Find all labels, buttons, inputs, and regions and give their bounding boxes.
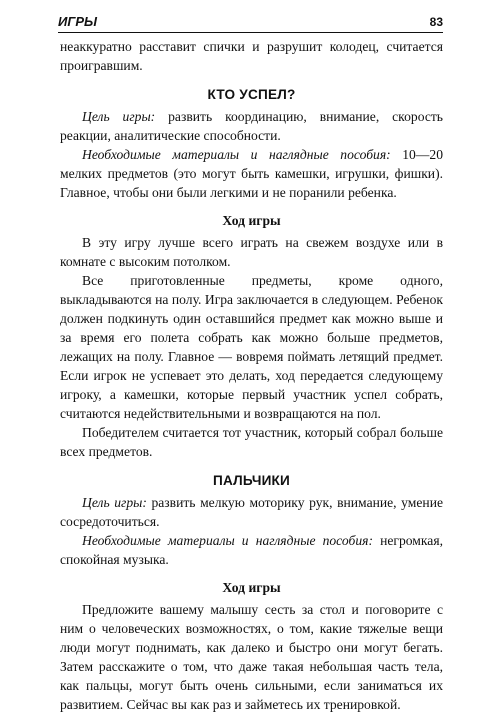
game1-materials [60,145,443,202]
game1-process-title: Ход игры [222,213,281,228]
game2-goal-label: Цель игры: [82,495,147,510]
game2-materials [60,531,443,569]
game1-goal-label: Цель игры: [82,109,156,124]
game1-goal [60,107,443,145]
game1-process-paragraph: Победителем считается тот участник, который собрал больше всех предметов. [60,425,443,459]
game2-materials-text: негромкая, спокойная музыка. [60,533,443,567]
intro-paragraph: неаккуратно расставит спички и разрушит колодец, считается проигравшим. [60,39,443,73]
game2-title: ПАЛЬЧИКИ [212,473,291,488]
game2-materials-label: Необходимые материалы и наглядные пособия: [82,533,373,548]
game1-materials-label: Необходимые материалы и наглядные пособия: [82,147,391,162]
game2-goal [60,493,443,531]
game1-process-paragraph: В эту игру лучше всего играть на свежем воздухе или в комнате с высоким потолком. [60,235,443,269]
section-title: ИГРЫ [58,14,97,29]
running-header [58,14,443,33]
page-body [60,37,443,714]
game1-goal-text: развить координацию, внимание, скорость реакции, аналитические способности. [60,109,443,143]
game1-process-paragraph: Все приготовленные предметы, кроме одного, выкладываются на полу. Игра заключается в следующем. Ребенок должен подкинуть один оставшийся предмет как можно выше и за время его полета собрать как можно больше предметов, лежащих на полу. Главное — вовремя поймать летящий предмет. Если игрок не успевает это делать, ход передается следующему игроку, а камешки, которые первый участник успел собрать, считаются недействительными и возвращаются на пол. [60,273,443,421]
game1-title: КТО УСПЕЛ? [207,87,296,102]
game2-process-paragraph: Предложите вашему малышу сесть за стол и поговорите с ним о человеческих возможностях, о том, какие тяжелые вещи люди могут поднимать, как далеко и быстро они могут бегать. Затем расскажите о том, что даже такая небольшая часть тела, как пальцы, могут быть очень сильными, если заниматься их развитием. Сейчас вы как раз и займетесь их тренировкой. [60,602,443,712]
page-number: 83 [429,15,443,29]
game1-materials-text: 10—20 мелких предметов (это могут быть камешки, игрушки, фишки). Главное, чтобы они были легкими и не поранили ребенка. [60,147,443,200]
game2-goal-text: развить мелкую моторику рук, внимание, умение сосредоточиться. [60,495,444,529]
game2-process-title: Ход игры [222,580,281,595]
